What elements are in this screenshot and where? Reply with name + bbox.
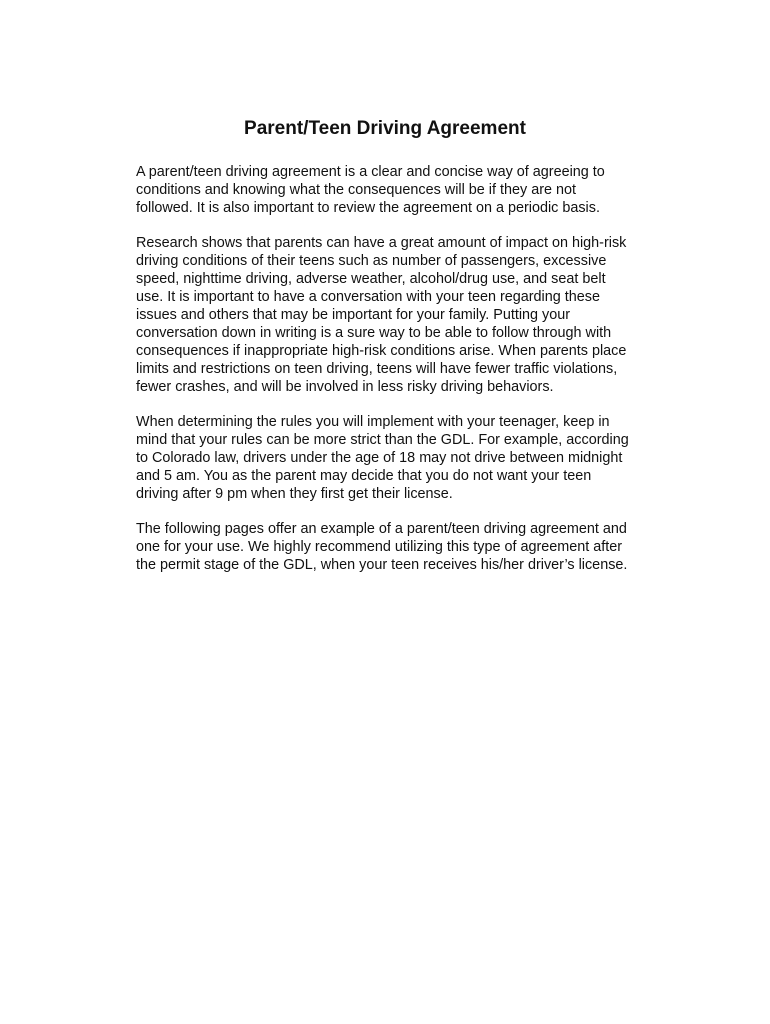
text-line: to Colorado law, drivers under the age of 18 may not drive between midnight — [136, 450, 623, 466]
text-line: consequences if inappropriate high-risk conditions arise. When parents place — [136, 343, 627, 359]
text-line: Research shows that parents can have a great amount of impact on high-risk — [136, 235, 627, 251]
text-line: conditions and knowing what the consequences will be if they are not — [136, 182, 576, 198]
text-line: mind that your rules can be more strict than the GDL. For example, according — [136, 432, 629, 448]
text-line: fewer crashes, and will be involved in less risky driving behaviors. — [136, 379, 554, 395]
paragraph-research — [136, 234, 666, 396]
text-line: The following pages offer an example of a parent/teen driving agreement and — [136, 521, 627, 537]
text-line: the permit stage of the GDL, when your teen receives his/her driver’s license. — [136, 557, 628, 573]
text-line: followed. It is also important to review the agreement on a periodic basis. — [136, 200, 600, 216]
paragraph-intro — [136, 163, 666, 217]
text-line: conversation down in writing is a sure way to be able to follow through with — [136, 325, 612, 341]
paragraph-rules — [136, 413, 666, 503]
paragraph-following-pages — [136, 520, 666, 574]
text-line: one for your use. We highly recommend utilizing this type of agreement after — [136, 539, 623, 555]
text-line: and 5 am. You as the parent may decide that you do not want your teen — [136, 468, 592, 484]
text-line: A parent/teen driving agreement is a clear and concise way of agreeing to — [136, 164, 605, 180]
document-title: Parent/Teen Driving Agreement — [244, 118, 526, 139]
text-line: use. It is important to have a conversation with your teen regarding these — [136, 289, 600, 305]
text-line: driving after 9 pm when they first get their license. — [136, 486, 453, 502]
document-body — [136, 163, 666, 591]
text-line: driving conditions of their teens such as number of passengers, excessive — [136, 253, 607, 269]
text-line: issues and others that may be important for your family. Putting your — [136, 307, 571, 323]
text-line: When determining the rules you will implement with your teenager, keep in — [136, 414, 610, 430]
text-line: limits and restrictions on teen driving, teens will have fewer traffic violations, — [136, 361, 618, 377]
text-line: speed, nighttime driving, adverse weather, alcohol/drug use, and seat belt — [136, 271, 606, 287]
